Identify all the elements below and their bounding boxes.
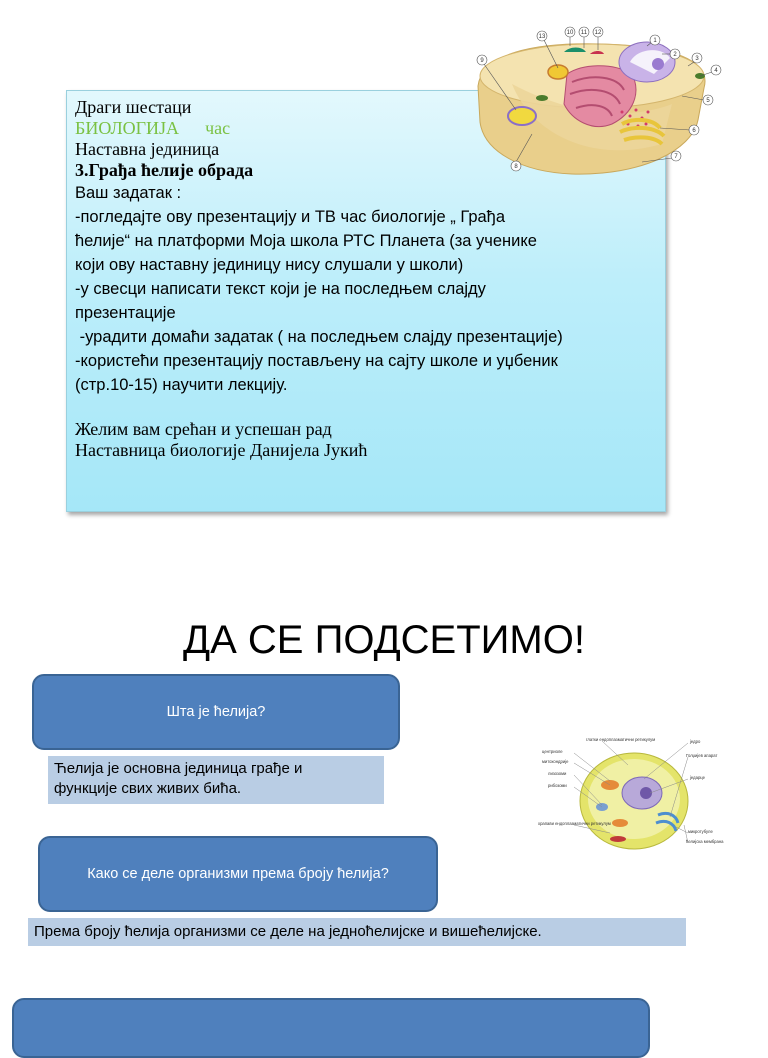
labeled-cell-illustration	[538, 735, 728, 857]
question-third-button[interactable]	[12, 998, 650, 1058]
diagram-label-3: 3	[695, 56, 699, 62]
diagram-label-2: 2	[673, 52, 677, 58]
cell-label-centrioles: центриоле	[542, 749, 563, 754]
diagram-label-1: 1	[653, 38, 657, 44]
task-line-6: -урадити домаћи задатак ( на последњем слајду презентације)	[75, 328, 563, 346]
task-heading: Ваш задатак :	[75, 184, 182, 202]
cell-label-mitochondria: митохондрије	[542, 759, 569, 764]
task-line-7: -користећи презентацију постављену на сајту школе и уџбеник	[75, 352, 558, 370]
cell-label-lysosomes: лизозоми	[548, 771, 567, 776]
diagram-label-4: 4	[714, 68, 718, 74]
diagram-label-11: 11	[580, 30, 588, 36]
signature: Наставница биологије Данијела Јукић	[75, 440, 368, 460]
slide-2	[0, 540, 768, 1024]
subject-name: БИОЛОГИЈА	[75, 118, 180, 138]
question-organism-division-button[interactable]: Како се деле организми према броју ћелија?	[38, 836, 438, 912]
question-what-is-cell-button[interactable]: Шта је ћелија?	[32, 674, 400, 750]
task-line-8: (стр.10-15) научити лекцију.	[75, 376, 288, 394]
slide-title: ДА СЕ ПОДСЕТИМО!	[183, 618, 585, 662]
answer-line-1: Ћелија је основна јединица грађе и	[54, 760, 303, 777]
unit-label: Наставна јединица	[75, 139, 220, 159]
diagram-label-5: 5	[706, 98, 710, 104]
answer-line-2: функције свих живих бића.	[54, 780, 242, 797]
diagram-label-13: 13	[538, 34, 546, 40]
answer-what-is-cell	[48, 756, 384, 804]
diagram-label-7: 7	[674, 154, 678, 160]
diagram-label-12: 12	[594, 30, 602, 36]
cell-label-membrane: ћелијска мембрана	[686, 839, 724, 844]
cell-label-ribosomes: рибозоми	[548, 783, 567, 788]
unit-title: 3.Грађа ћелије обрада	[75, 160, 254, 180]
task-line-1: -погледајте ову презентацију и ТВ час биологије „ Грађа	[75, 208, 506, 226]
cell-label-golgi: Голџијев апарат	[686, 753, 718, 758]
class-word: час	[205, 118, 231, 138]
diagram-label-9: 9	[480, 58, 484, 64]
cell-label-smooth-er: глатки ендоплазматични ретикулум	[586, 737, 656, 742]
diagram-label-8: 8	[514, 164, 518, 170]
task-line-5: презентације	[75, 304, 176, 322]
answer-organism-division: Према броју ћелија организми се деле на једноћелијске и вишећелијске.	[28, 918, 686, 946]
cell-label-nucleolus: једарце	[690, 775, 705, 780]
animal-cell-illustration	[472, 24, 734, 184]
task-line-2: ћелије“ на платформи Моја школа РТС Планета (за ученике	[75, 232, 537, 250]
task-line-3: који ову наставну јединицу нису слушали у школи)	[75, 256, 464, 274]
task-line-4: -у свесци написати текст који је на последњем слајду	[75, 280, 486, 298]
diagram-label-10: 10	[566, 30, 574, 36]
greeting: Драги шестаци	[75, 97, 192, 117]
diagram-label-6: 6	[692, 128, 696, 134]
cell-label-rough-er: храпави ендоплазматични ретикулум	[538, 821, 611, 826]
wish-text: Желим вам срећан и успешан рад	[75, 419, 332, 439]
cell-label-nucleus: једро	[690, 739, 701, 744]
cell-label-microtubules: микротубуле	[688, 829, 713, 834]
